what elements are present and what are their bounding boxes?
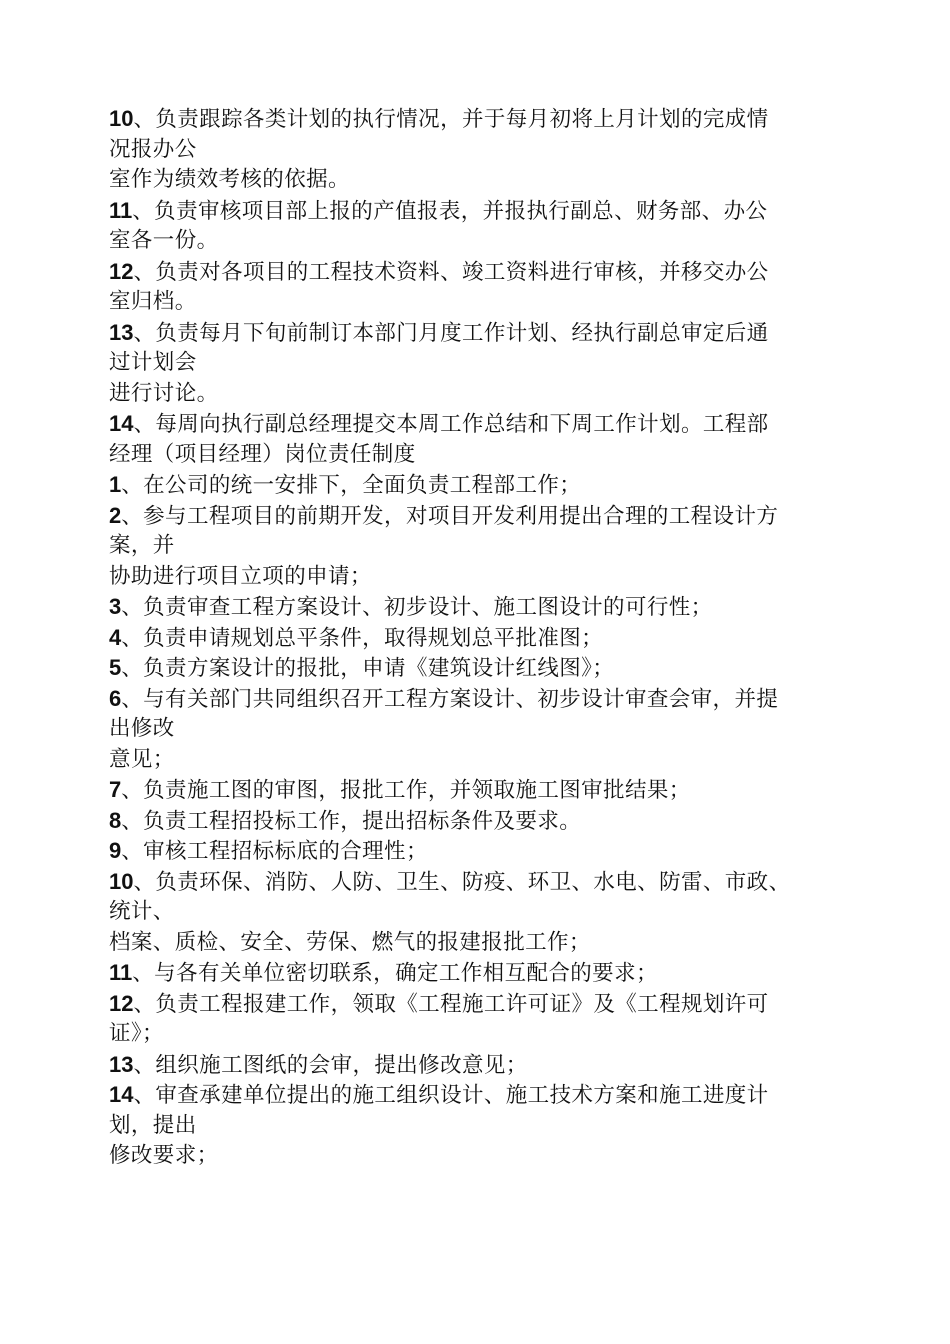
line-text: 统计、 — [109, 899, 175, 924]
text-line — [109, 440, 839, 471]
text-line — [109, 379, 839, 410]
text-line — [109, 1050, 839, 1081]
text-line — [109, 714, 839, 745]
line-text: 、负责施工图的审图，报批工作，并领取施工图审批结果； — [121, 778, 691, 803]
line-text: 、负责工程招投标工作，提出招标条件及要求。 — [121, 808, 582, 834]
item-number: 4 — [109, 624, 122, 650]
text-line — [109, 989, 839, 1020]
item-number: 11 — [109, 197, 133, 223]
item-number: 3 — [109, 594, 122, 619]
line-text: 案，并 — [109, 533, 175, 558]
text-line — [109, 745, 839, 776]
text-line — [109, 226, 839, 257]
line-text: 、参与工程项目的前期开发，对项目开发利用提出合理的工程设计方 — [121, 503, 779, 529]
text-line — [109, 775, 839, 806]
text-line — [109, 1141, 839, 1172]
item-number: 10 — [109, 106, 134, 131]
line-text: 、负责每月下旬前制订本部门月度工作计划、经执行副总审定后通 — [133, 320, 769, 346]
line-text: 、负责审核项目部上报的产值报表，并报执行副总、财务部、办公 — [132, 198, 768, 224]
line-text: 室归档。 — [109, 289, 197, 314]
item-number: 14 — [109, 411, 134, 436]
line-text: 、负责环保、消防、人防、卫生、防疫、环卫、水电、防雷、市政、 — [133, 869, 791, 895]
line-text: 、组织施工图纸的会审，提出修改意见； — [133, 1052, 528, 1078]
text-line — [109, 470, 839, 501]
text-line — [109, 653, 839, 684]
item-number: 6 — [109, 685, 122, 711]
text-line — [109, 836, 839, 867]
line-text: 划，提出 — [109, 1112, 197, 1138]
line-text: 室作为绩效考核的依据。 — [109, 167, 350, 192]
line-text: 、负责跟踪各类计划的执行情况，并于每月初将上月计划的完成情 — [133, 107, 769, 132]
line-text: 、审查承建单位提出的施工组织设计、施工技术方案和施工进度计 — [133, 1083, 769, 1108]
text-line — [109, 1111, 839, 1142]
text-line — [109, 623, 839, 654]
item-number: 12 — [109, 990, 134, 1016]
item-number: 10 — [109, 868, 134, 894]
text-line — [109, 104, 839, 135]
line-text: 、负责申请规划总平条件，取得规划总平批准图； — [121, 625, 604, 651]
line-text: 出修改 — [109, 716, 175, 741]
line-text: 过计划会 — [109, 350, 197, 375]
text-line — [109, 684, 839, 715]
text-line — [109, 806, 839, 837]
text-line — [109, 196, 839, 227]
text-line — [109, 562, 839, 593]
text-line — [109, 1080, 839, 1111]
line-text: 、负责方案设计的报批，申请《建筑设计红线图》； — [121, 656, 615, 681]
line-text: 、每周向执行副总经理提交本周工作总结和下周工作计划。工程部 — [133, 412, 769, 437]
line-text: 况报办公 — [109, 136, 197, 162]
line-text: 、负责审查工程方案设计、初步设计、施工图设计的可行性； — [121, 595, 713, 620]
text-line — [109, 257, 839, 288]
text-line — [109, 501, 839, 532]
item-number: 13 — [109, 319, 134, 345]
text-line — [109, 165, 839, 196]
line-text: 经理（项目经理）岗位责任制度 — [109, 441, 416, 467]
text-line — [109, 287, 839, 318]
item-number: 13 — [109, 1051, 134, 1077]
document-body — [109, 104, 839, 1172]
line-text: 进行讨论。 — [109, 380, 219, 406]
line-text: 、审核工程招标标底的合理性； — [121, 839, 428, 864]
text-line — [109, 135, 839, 166]
text-line — [109, 1019, 839, 1050]
line-text: 协助进行项目立项的申请； — [109, 563, 372, 589]
line-text: 证》； — [109, 1021, 164, 1046]
text-line — [109, 531, 839, 562]
item-number: 2 — [109, 502, 122, 528]
item-number: 5 — [109, 655, 122, 680]
item-number: 11 — [109, 960, 133, 985]
text-line — [109, 318, 839, 349]
line-text: 、与有关部门共同组织召开工程方案设计、初步设计审查会审，并提 — [121, 686, 779, 712]
text-line — [109, 928, 839, 959]
item-number: 9 — [109, 838, 122, 863]
line-text: 修改要求； — [109, 1143, 219, 1168]
text-line — [109, 348, 839, 379]
item-number: 12 — [109, 258, 134, 284]
text-line — [109, 867, 839, 898]
line-text: 意见； — [109, 746, 175, 772]
line-text: 室各一份。 — [109, 228, 219, 253]
line-text: 、在公司的统一安排下，全面负责工程部工作； — [121, 473, 582, 498]
line-text: 、负责对各项目的工程技术资料、竣工资料进行审核，并移交办公 — [133, 259, 769, 285]
item-number: 7 — [109, 777, 122, 802]
text-line — [109, 897, 839, 928]
text-line — [109, 409, 839, 440]
line-text: 档案、质检、安全、劳保、燃气的报建报批工作； — [109, 929, 591, 955]
item-number: 8 — [109, 807, 122, 833]
item-number: 14 — [109, 1082, 134, 1107]
line-text: 、与各有关单位密切联系，确定工作相互配合的要求； — [132, 961, 658, 986]
text-line — [109, 958, 839, 989]
text-line — [109, 592, 839, 623]
item-number: 1 — [109, 472, 122, 497]
line-text: 、负责工程报建工作，领取《工程施工许可证》及《工程规划许可 — [133, 991, 769, 1017]
